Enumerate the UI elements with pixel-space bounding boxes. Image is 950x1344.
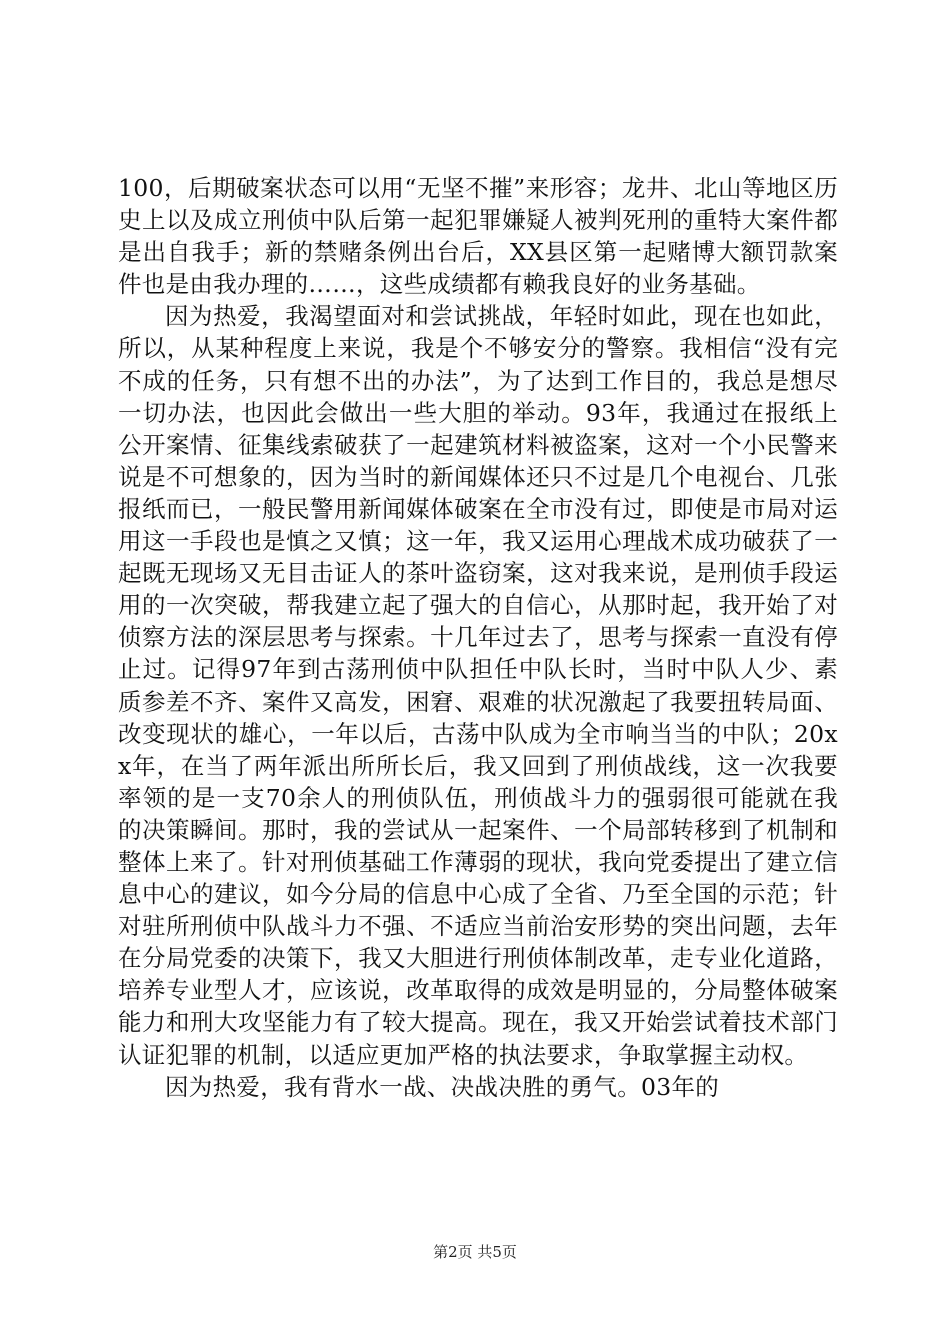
page-footer: 第2页 共5页 xyxy=(433,1243,517,1261)
paragraph-3: 因为热爱，我有背水一战、决战决胜的勇气。03年的 xyxy=(165,1072,720,1101)
body-text xyxy=(118,172,838,1103)
paragraph-1: 100，后期破案状态可以用“无坚不摧”来形容；龙井、北山等地区历史上以及成立刑侦中队后第一起犯罪嫌疑人被判死刑的重特大案件都是出自我手；新的禁赌条例出台后，XX县区第一起赌博大额罚款案件也是由我办理的……，这些成绩都有赖我良好的业务基础。 xyxy=(118,174,838,299)
paragraph-2: 因为热爱，我渴望面对和尝试挑战，年轻时如此，现在也如此，所以，从某种程度上来说，我是个不够安分的警察。我相信“没有完不成的任务，只有想不出的办法”，为了达到工作目的，我总是想尽一切办法，也因此会做出一些大胆的举动。93年，我通过在报纸上公开案情、征集线索破获了一起建筑材料被盗案，这对一个小民警来说是不可想象的，因为当时的新闻媒体还只不过是几个电视台、几张报纸而已，一般民警用新闻媒体破案在全市没有过，即使是市局对运用这一手段也是慎之又慎；这一年，我又运用心理战术成功破获了一起既无现场又无目击证人的茶叶盗窃案，这对我来说，是刑侦手段运用的一次突破，帮我建立起了强大的自信心，从那时起，我开始了对侦察方法的深层思考与探索。十几年过去了，思考与探索一直没有停止过。记得97年到古荡刑侦中队担任中队长时，当时中队人少、素质参差不齐、案件又高发，困窘、艰难的状况激起了我要扭转局面、改变现状的雄心，一年以后，古荡中队成为全市响当当的中队；20xx年，在当了两年派出所所长后，我又回到了刑侦战线，这一次我要率领的是一支70余人的刑侦队伍，刑侦战斗力的强弱很可能就在我的决策瞬间。那时，我的尝试从一起案件、一个局部转移到了机制和整体上来了。针对刑侦基础工作薄弱的现状，我向党委提出了建立信息中心的建议，如今分局的信息中心成了全省、乃至全国的示范；针对驻所刑侦中队战斗力不强、不适应当前治安形势的突出问题，去年在分局党委的决策下，我又大胆进行刑侦体制改革，走专业化道路，培养专业型人才，应该说，改革取得的成效是明显的，分局整体破案能力和刑大攻坚能力有了较大提高。现在，我又开始尝试着技术部门认证犯罪的机制，以适应更加严格的执法要求，争取掌握主动权。 xyxy=(118,302,838,1069)
